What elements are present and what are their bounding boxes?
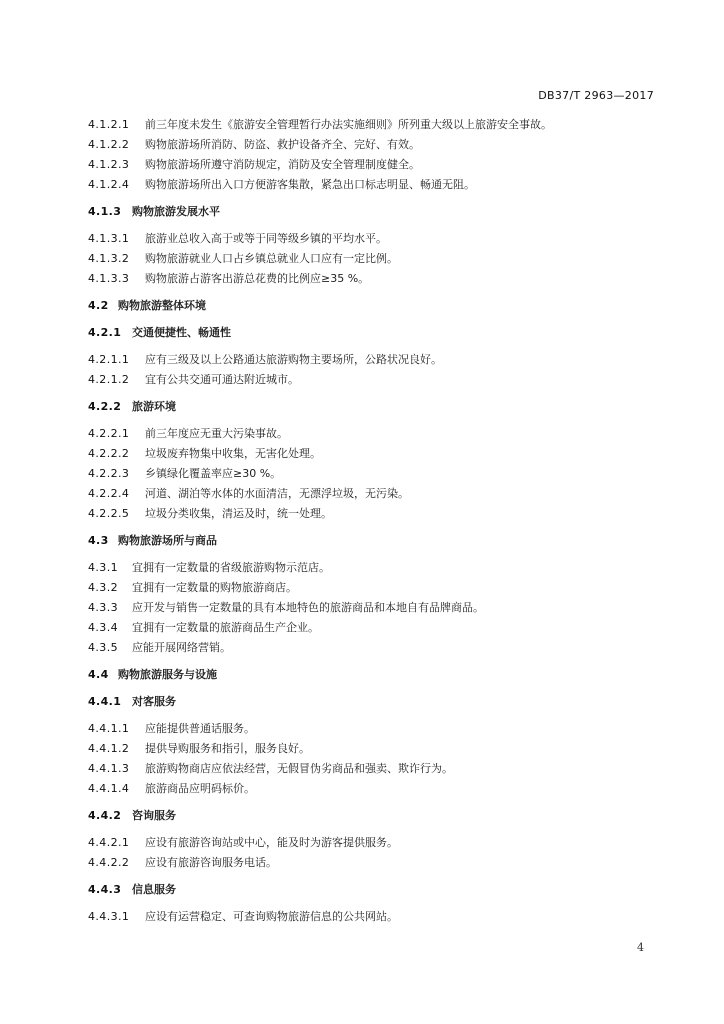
section-title: 购物旅游整体环境 <box>118 299 206 312</box>
clause-4-2-2-3 <box>88 467 678 480</box>
clause-number: 4.3.2 <box>88 581 118 594</box>
clause-4-1-3-2 <box>88 252 678 265</box>
clause-4-4-2-1 <box>88 836 678 849</box>
clause-text: 前三年度未发生《旅游安全管理暂行办法实施细则》所列重大级以上旅游安全事故。 <box>145 118 552 131</box>
clause-text: 垃圾废弃物集中收集，无害化处理。 <box>145 447 321 460</box>
clause-number: 4.4.2.1 <box>88 836 130 849</box>
clause-number: 4.3.5 <box>88 641 118 654</box>
clause-text: 宜拥有一定数量的旅游商品生产企业。 <box>132 621 319 634</box>
clause-number: 4.4.2.2 <box>88 856 130 869</box>
section-heading-4-2 <box>88 299 678 312</box>
clause-text: 应设有旅游咨询站或中心，能及时为游客提供服务。 <box>145 836 398 849</box>
section-heading-4-2-1 <box>88 326 678 339</box>
section-number: 4.4 <box>88 668 109 681</box>
clause-4-1-3-1 <box>88 232 678 245</box>
clause-4-1-2-1 <box>88 118 678 131</box>
clause-text: 应能提供普通话服务。 <box>145 722 255 735</box>
clause-4-4-2-2 <box>88 856 678 869</box>
clause-number: 4.1.3.3 <box>88 272 130 285</box>
clause-4-4-1-2 <box>88 742 678 755</box>
section-title: 信息服务 <box>132 883 176 896</box>
clause-4-2-1-2 <box>88 373 678 386</box>
clause-4-4-1-3 <box>88 762 678 775</box>
clause-number: 4.4.3.1 <box>88 910 130 923</box>
clause-text: 应能开展网络营销。 <box>132 641 231 654</box>
clause-4-4-1-1 <box>88 722 678 735</box>
section-title: 购物旅游服务与设施 <box>118 668 217 681</box>
document-code-header: DB37/T 2963—2017 <box>538 89 654 102</box>
section-title: 对客服务 <box>132 695 176 708</box>
section-title: 购物旅游场所与商品 <box>118 534 217 547</box>
section-title: 旅游环境 <box>132 400 176 413</box>
section-number: 4.3 <box>88 534 109 547</box>
clause-4-3-1 <box>88 561 678 574</box>
clause-text: 旅游业总收入高于或等于同等级乡镇的平均水平。 <box>145 232 387 245</box>
section-number: 4.2.2 <box>88 400 122 413</box>
clause-4-1-3-3 <box>88 272 678 285</box>
clause-number: 4.3.1 <box>88 561 118 574</box>
clause-4-4-1-4 <box>88 782 678 795</box>
section-heading-4-4-1 <box>88 695 678 708</box>
section-heading-4-4-3 <box>88 883 678 896</box>
clause-text: 购物旅游场所出入口方便游客集散，紧急出口标志明显、畅通无阻。 <box>145 178 475 191</box>
section-title: 咨询服务 <box>132 809 176 822</box>
section-number: 4.4.3 <box>88 883 122 896</box>
clause-4-3-3 <box>88 601 678 614</box>
clause-text: 应有三级及以上公路通达旅游购物主要场所，公路状况良好。 <box>145 353 442 366</box>
clause-text: 购物旅游场所消防、防盗、救护设备齐全、完好、有效。 <box>145 138 420 151</box>
clause-number: 4.4.1.1 <box>88 722 130 735</box>
clause-4-4-3-1 <box>88 910 678 923</box>
section-number: 4.2 <box>88 299 109 312</box>
section-heading-4-1-3 <box>88 205 678 218</box>
clause-number: 4.1.3.2 <box>88 252 130 265</box>
clause-number: 4.2.2.4 <box>88 487 130 500</box>
clause-text: 购物旅游占游客出游总花费的比例应≥35 %。 <box>145 272 370 285</box>
section-number: 4.2.1 <box>88 326 122 339</box>
clause-text: 应设有运营稳定、可查询购物旅游信息的公共网站。 <box>145 910 398 923</box>
clause-4-2-2-4 <box>88 487 678 500</box>
clause-4-1-2-3 <box>88 158 678 171</box>
clause-text: 河道、湖泊等水体的水面清洁，无漂浮垃圾，无污染。 <box>145 487 409 500</box>
clause-number: 4.2.2.5 <box>88 507 130 520</box>
section-number: 4.4.2 <box>88 809 122 822</box>
clause-text: 购物旅游场所遵守消防规定，消防及安全管理制度健全。 <box>145 158 420 171</box>
clause-number: 4.4.1.2 <box>88 742 130 755</box>
clause-number: 4.2.1.2 <box>88 373 130 386</box>
clause-text: 前三年度应无重大污染事故。 <box>145 427 288 440</box>
clause-number: 4.2.2.2 <box>88 447 130 460</box>
document-body <box>88 118 678 923</box>
section-title: 购物旅游发展水平 <box>132 205 220 218</box>
clause-text: 垃圾分类收集，清运及时，统一处理。 <box>145 507 332 520</box>
clause-text: 宜拥有一定数量的购物旅游商店。 <box>132 581 297 594</box>
section-heading-4-3 <box>88 534 678 547</box>
clause-4-2-2-1 <box>88 427 678 440</box>
clause-number: 4.1.2.3 <box>88 158 130 171</box>
clause-4-3-5 <box>88 641 678 654</box>
section-heading-4-2-2 <box>88 400 678 413</box>
section-number: 4.4.1 <box>88 695 122 708</box>
clause-number: 4.1.2.1 <box>88 118 130 131</box>
clause-4-1-2-2 <box>88 138 678 151</box>
section-title: 交通便捷性、畅通性 <box>132 326 231 339</box>
clause-4-2-1-1 <box>88 353 678 366</box>
clause-4-2-2-2 <box>88 447 678 460</box>
clause-number: 4.2.2.3 <box>88 467 130 480</box>
clause-number: 4.1.2.4 <box>88 178 130 191</box>
clause-text: 购物旅游就业人口占乡镇总就业人口应有一定比例。 <box>145 252 398 265</box>
clause-number: 4.2.1.1 <box>88 353 130 366</box>
clause-number: 4.3.3 <box>88 601 118 614</box>
clause-text: 应设有旅游咨询服务电话。 <box>145 856 277 869</box>
clause-text: 旅游购物商店应依法经营，无假冒伪劣商品和强卖、欺诈行为。 <box>145 762 453 775</box>
clause-4-2-2-5 <box>88 507 678 520</box>
section-number: 4.1.3 <box>88 205 122 218</box>
clause-4-3-2 <box>88 581 678 594</box>
clause-text: 应开发与销售一定数量的具有本地特色的旅游商品和本地自有品牌商品。 <box>132 601 484 614</box>
clause-text: 宜拥有一定数量的省级旅游购物示范店。 <box>132 561 330 574</box>
clause-text: 乡镇绿化覆盖率应≥30 %。 <box>145 467 282 480</box>
clause-number: 4.3.4 <box>88 621 118 634</box>
section-heading-4-4-2 <box>88 809 678 822</box>
clause-number: 4.2.2.1 <box>88 427 130 440</box>
page-number: 4 <box>637 941 644 954</box>
clause-text: 提供导购服务和指引，服务良好。 <box>145 742 310 755</box>
clause-4-1-2-4 <box>88 178 678 191</box>
clause-number: 4.4.1.3 <box>88 762 130 775</box>
clause-text: 宜有公共交通可通达附近城市。 <box>145 373 299 386</box>
clause-number: 4.1.3.1 <box>88 232 130 245</box>
clause-4-3-4 <box>88 621 678 634</box>
section-heading-4-4 <box>88 668 678 681</box>
clause-number: 4.4.1.4 <box>88 782 130 795</box>
clause-number: 4.1.2.2 <box>88 138 130 151</box>
clause-text: 旅游商品应明码标价。 <box>145 782 255 795</box>
